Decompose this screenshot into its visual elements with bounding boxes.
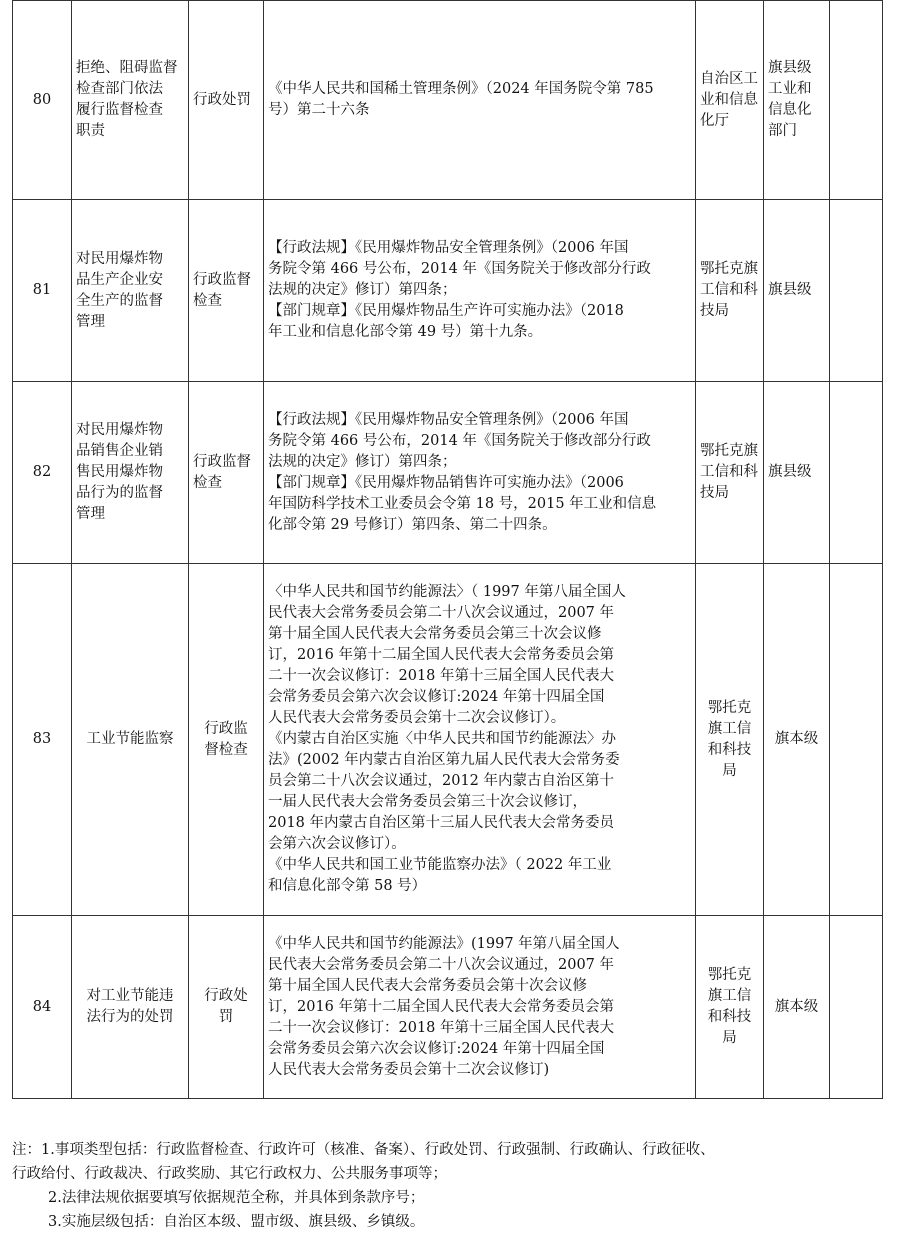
department-cell	[696, 564, 764, 916]
basis-line: 务院令第 466 号公布，2014 年《国务院关于修改部分行政	[268, 432, 651, 449]
row-number: 81	[32, 282, 52, 298]
item-type-cell	[189, 916, 264, 1099]
item-type-cell	[189, 382, 264, 564]
basis-line: 民代表大会常务委员会第二十八次会议通过，2007 年	[268, 956, 615, 973]
legal-basis-cell	[264, 916, 696, 1099]
basis-line: 号）第二十六条	[268, 102, 370, 118]
basis-line: 法规的决定》修订）第四条；	[268, 453, 457, 470]
name-line: 履行监督检查	[76, 102, 163, 118]
basis-line: 法规的决定》修订）第四条；	[268, 282, 457, 298]
row-number: 84	[32, 998, 52, 1015]
name-line: 对工业节能违	[86, 988, 174, 1004]
name-line: 售民用爆炸物	[76, 464, 163, 480]
dept-line: 鄂托克旗	[700, 261, 758, 277]
dept-line: 局	[722, 762, 737, 779]
type-line: 行政监	[204, 720, 248, 737]
legal-basis-cell	[264, 200, 696, 382]
basis-line: 订，2016 年第十二届全国人民代表大会常务委员会第	[268, 998, 615, 1015]
table-row	[13, 564, 883, 916]
name-line: 职责	[76, 123, 105, 139]
basis-line: 《中华人民共和国稀土管理条例》（2024 年国务院令第 785	[268, 81, 654, 97]
remark-cell	[830, 382, 883, 564]
basis-line: 2018 年内蒙古自治区第十三届人民代表大会常务委员	[268, 815, 615, 831]
item-name-cell	[72, 200, 189, 382]
basis-line: 法》(2002 年内蒙古自治区第九届人民代表大会常务委	[268, 752, 620, 768]
dept-line: 自治区工	[700, 70, 758, 87]
basis-line: 人民代表大会常务委员会第十二次会议修订)	[268, 1061, 550, 1078]
dept-line: 工信和科	[700, 282, 758, 298]
name-line: 管理	[76, 313, 105, 330]
level-line: 工业和	[768, 81, 812, 97]
name-line: 拒绝、阻碍监督	[76, 60, 178, 76]
note-line: 注：1.事项类型包括：行政监督检查、行政许可（核准、备案）、行政处罚、行政强制、行政确认、行政征收、	[12, 1142, 715, 1158]
dept-line: 化厅	[700, 112, 729, 129]
row-number: 82	[32, 464, 52, 480]
basis-line: 【行政法规】《民用爆炸物品安全管理条例》（2006 年国	[268, 411, 629, 428]
type-line: 督检查	[204, 741, 248, 758]
basis-line: 民代表大会常务委员会第二十八次会议通过，2007 年	[268, 605, 615, 621]
remark-cell	[830, 564, 883, 916]
level-line: 旗县级	[768, 464, 812, 480]
type-line: 行政监督	[193, 453, 251, 470]
item-type-cell	[189, 1, 264, 200]
table-row	[13, 382, 883, 564]
table-notes	[12, 1138, 892, 1234]
basis-line: 二十一次会议修订：2018 年第十三届全国人民代表大	[268, 1019, 615, 1036]
basis-line: 一届人民代表大会常务委员会第三十次会议修订，	[268, 794, 587, 810]
name-line: 法行为的处罚	[86, 1009, 174, 1025]
name-line: 品生产企业安	[76, 271, 163, 288]
note-line: 3.实施层级包括：自治区本级、盟市级、旗县级、乡镇级。	[48, 1214, 425, 1230]
table-row	[13, 916, 883, 1099]
dept-line: 和科技	[707, 1009, 752, 1025]
item-name-cell	[72, 1, 189, 200]
name-line: 管理	[76, 506, 105, 522]
basis-line: 会常务委员会第六次会议修订:2024 年第十四届全国	[268, 689, 605, 705]
row-number-cell	[13, 200, 72, 382]
name-line: 对民用爆炸物	[76, 250, 163, 267]
department-cell	[696, 1, 764, 200]
basis-line: 【部门规章】《民用爆炸物品销售许可实施办法》（2006	[268, 474, 624, 491]
basis-line: 订，2016 年第十二届全国人民代表大会常务委员会第	[268, 647, 615, 663]
level-line: 旗县级	[768, 60, 812, 76]
item-name-cell	[72, 916, 189, 1099]
basis-line: 〈中华人民共和国节约能源法〉（ 1997 年第八届全国人	[268, 584, 626, 600]
dept-line: 旗工信	[707, 988, 752, 1004]
level-cell	[764, 382, 830, 564]
dept-line: 鄂托克旗	[700, 443, 758, 459]
remark-cell	[830, 1, 883, 200]
department-cell	[696, 200, 764, 382]
type-line: 罚	[218, 1009, 234, 1025]
item-name-cell	[72, 382, 189, 564]
type-line: 检查	[193, 292, 222, 309]
table-row	[13, 1, 883, 200]
basis-line: 第十届全国人民代表大会常务委员会第三十次会议修	[268, 626, 602, 642]
row-number-cell	[13, 1, 72, 200]
name-line: 品销售企业销	[76, 443, 163, 459]
level-cell	[764, 916, 830, 1099]
remark-cell	[830, 200, 883, 382]
note-line: 2.法律法规依据要填写依据规范全称，并具体到条款序号；	[48, 1190, 425, 1206]
basis-line: 第十届全国人民代表大会常务委员会第十次会议修	[268, 977, 587, 994]
level-line: 信息化	[768, 102, 812, 118]
department-cell	[696, 382, 764, 564]
row-number-cell	[13, 564, 72, 916]
level-cell	[764, 200, 830, 382]
basis-line: 《中华人民共和国节约能源法》(1997 年第八届全国人	[268, 935, 620, 952]
department-cell	[696, 916, 764, 1099]
basis-line: 务院令第 466 号公布，2014 年《国务院关于修改部分行政	[268, 261, 651, 277]
dept-line: 业和信息	[700, 91, 758, 108]
name-line: 品行为的监督	[76, 485, 163, 501]
name-line: 对民用爆炸物	[76, 422, 163, 438]
item-type-cell	[189, 200, 264, 382]
dept-line: 工信和科	[700, 464, 758, 480]
dept-line: 技局	[700, 303, 729, 319]
remark-cell	[830, 916, 883, 1099]
basis-line: 【行政法规】《民用爆炸物品安全管理条例》（2006 年国	[268, 240, 629, 256]
basis-line: 《中华人民共和国工业节能监察办法》（ 2022 年工业	[268, 857, 612, 873]
basis-line: 和信息化部令第 58 号）	[268, 878, 427, 894]
type-line: 行政处罚	[193, 91, 251, 108]
row-number: 80	[32, 91, 52, 108]
row-number-cell	[13, 916, 72, 1099]
basis-line: 人民代表大会常务委员会第十二次会议修订）。	[268, 710, 566, 726]
level-line: 部门	[768, 123, 797, 139]
legal-basis-cell	[264, 382, 696, 564]
basis-line: 化部令第 29 号修订）第四条、第二十四条。	[268, 516, 557, 533]
row-number-cell	[13, 382, 72, 564]
level-cell	[764, 564, 830, 916]
dept-line: 技局	[700, 485, 729, 501]
legal-basis-cell	[264, 564, 696, 916]
level-line: 旗本级	[774, 998, 819, 1015]
dept-line: 和科技	[707, 741, 752, 758]
name-line: 检查部门依法	[76, 81, 163, 97]
level-line: 旗本级	[774, 731, 819, 747]
type-line: 行政监督	[193, 271, 251, 288]
basis-line: 员会第二十八次会议通过，2012 年内蒙古自治区第十	[268, 773, 615, 789]
basis-line: 【部门规章】《民用爆炸物品生产许可实施办法》（2018	[268, 303, 624, 319]
type-line: 检查	[193, 474, 222, 491]
type-line: 行政处	[204, 988, 248, 1004]
row-number: 83	[32, 731, 52, 747]
basis-line: 会常务委员会第六次会议修订:2024 年第十四届全国	[268, 1040, 605, 1057]
power-list-table	[12, 0, 883, 1099]
basis-line: 二十一次会议修订：2018 年第十三届全国人民代表大	[268, 668, 615, 684]
dept-line: 鄂托克	[707, 699, 752, 716]
item-type-cell	[189, 564, 264, 916]
item-name-cell	[72, 564, 189, 916]
basis-line: 年工业和信息化部令第 49 号）第十九条。	[268, 324, 543, 340]
basis-line: 会第六次会议修订）。	[268, 836, 406, 852]
level-cell	[764, 1, 830, 200]
basis-line: 年国防科学技术工业委员会令第 18 号，2015 年工业和信息	[268, 495, 657, 512]
note-line: 行政给付、行政裁决、行政奖励、其它行政权力、公共服务事项等；	[12, 1166, 447, 1182]
name-line: 全生产的监督	[76, 292, 163, 309]
dept-line: 鄂托克	[707, 967, 752, 983]
name-line: 工业节能监察	[86, 731, 174, 747]
basis-line: 《内蒙古自治区实施〈中华人民共和国节约能源法〉办	[268, 731, 616, 747]
level-line: 旗县级	[768, 282, 812, 298]
dept-line: 局	[722, 1030, 737, 1046]
dept-line: 旗工信	[707, 720, 752, 737]
legal-basis-cell	[264, 1, 696, 200]
table-row	[13, 200, 883, 382]
